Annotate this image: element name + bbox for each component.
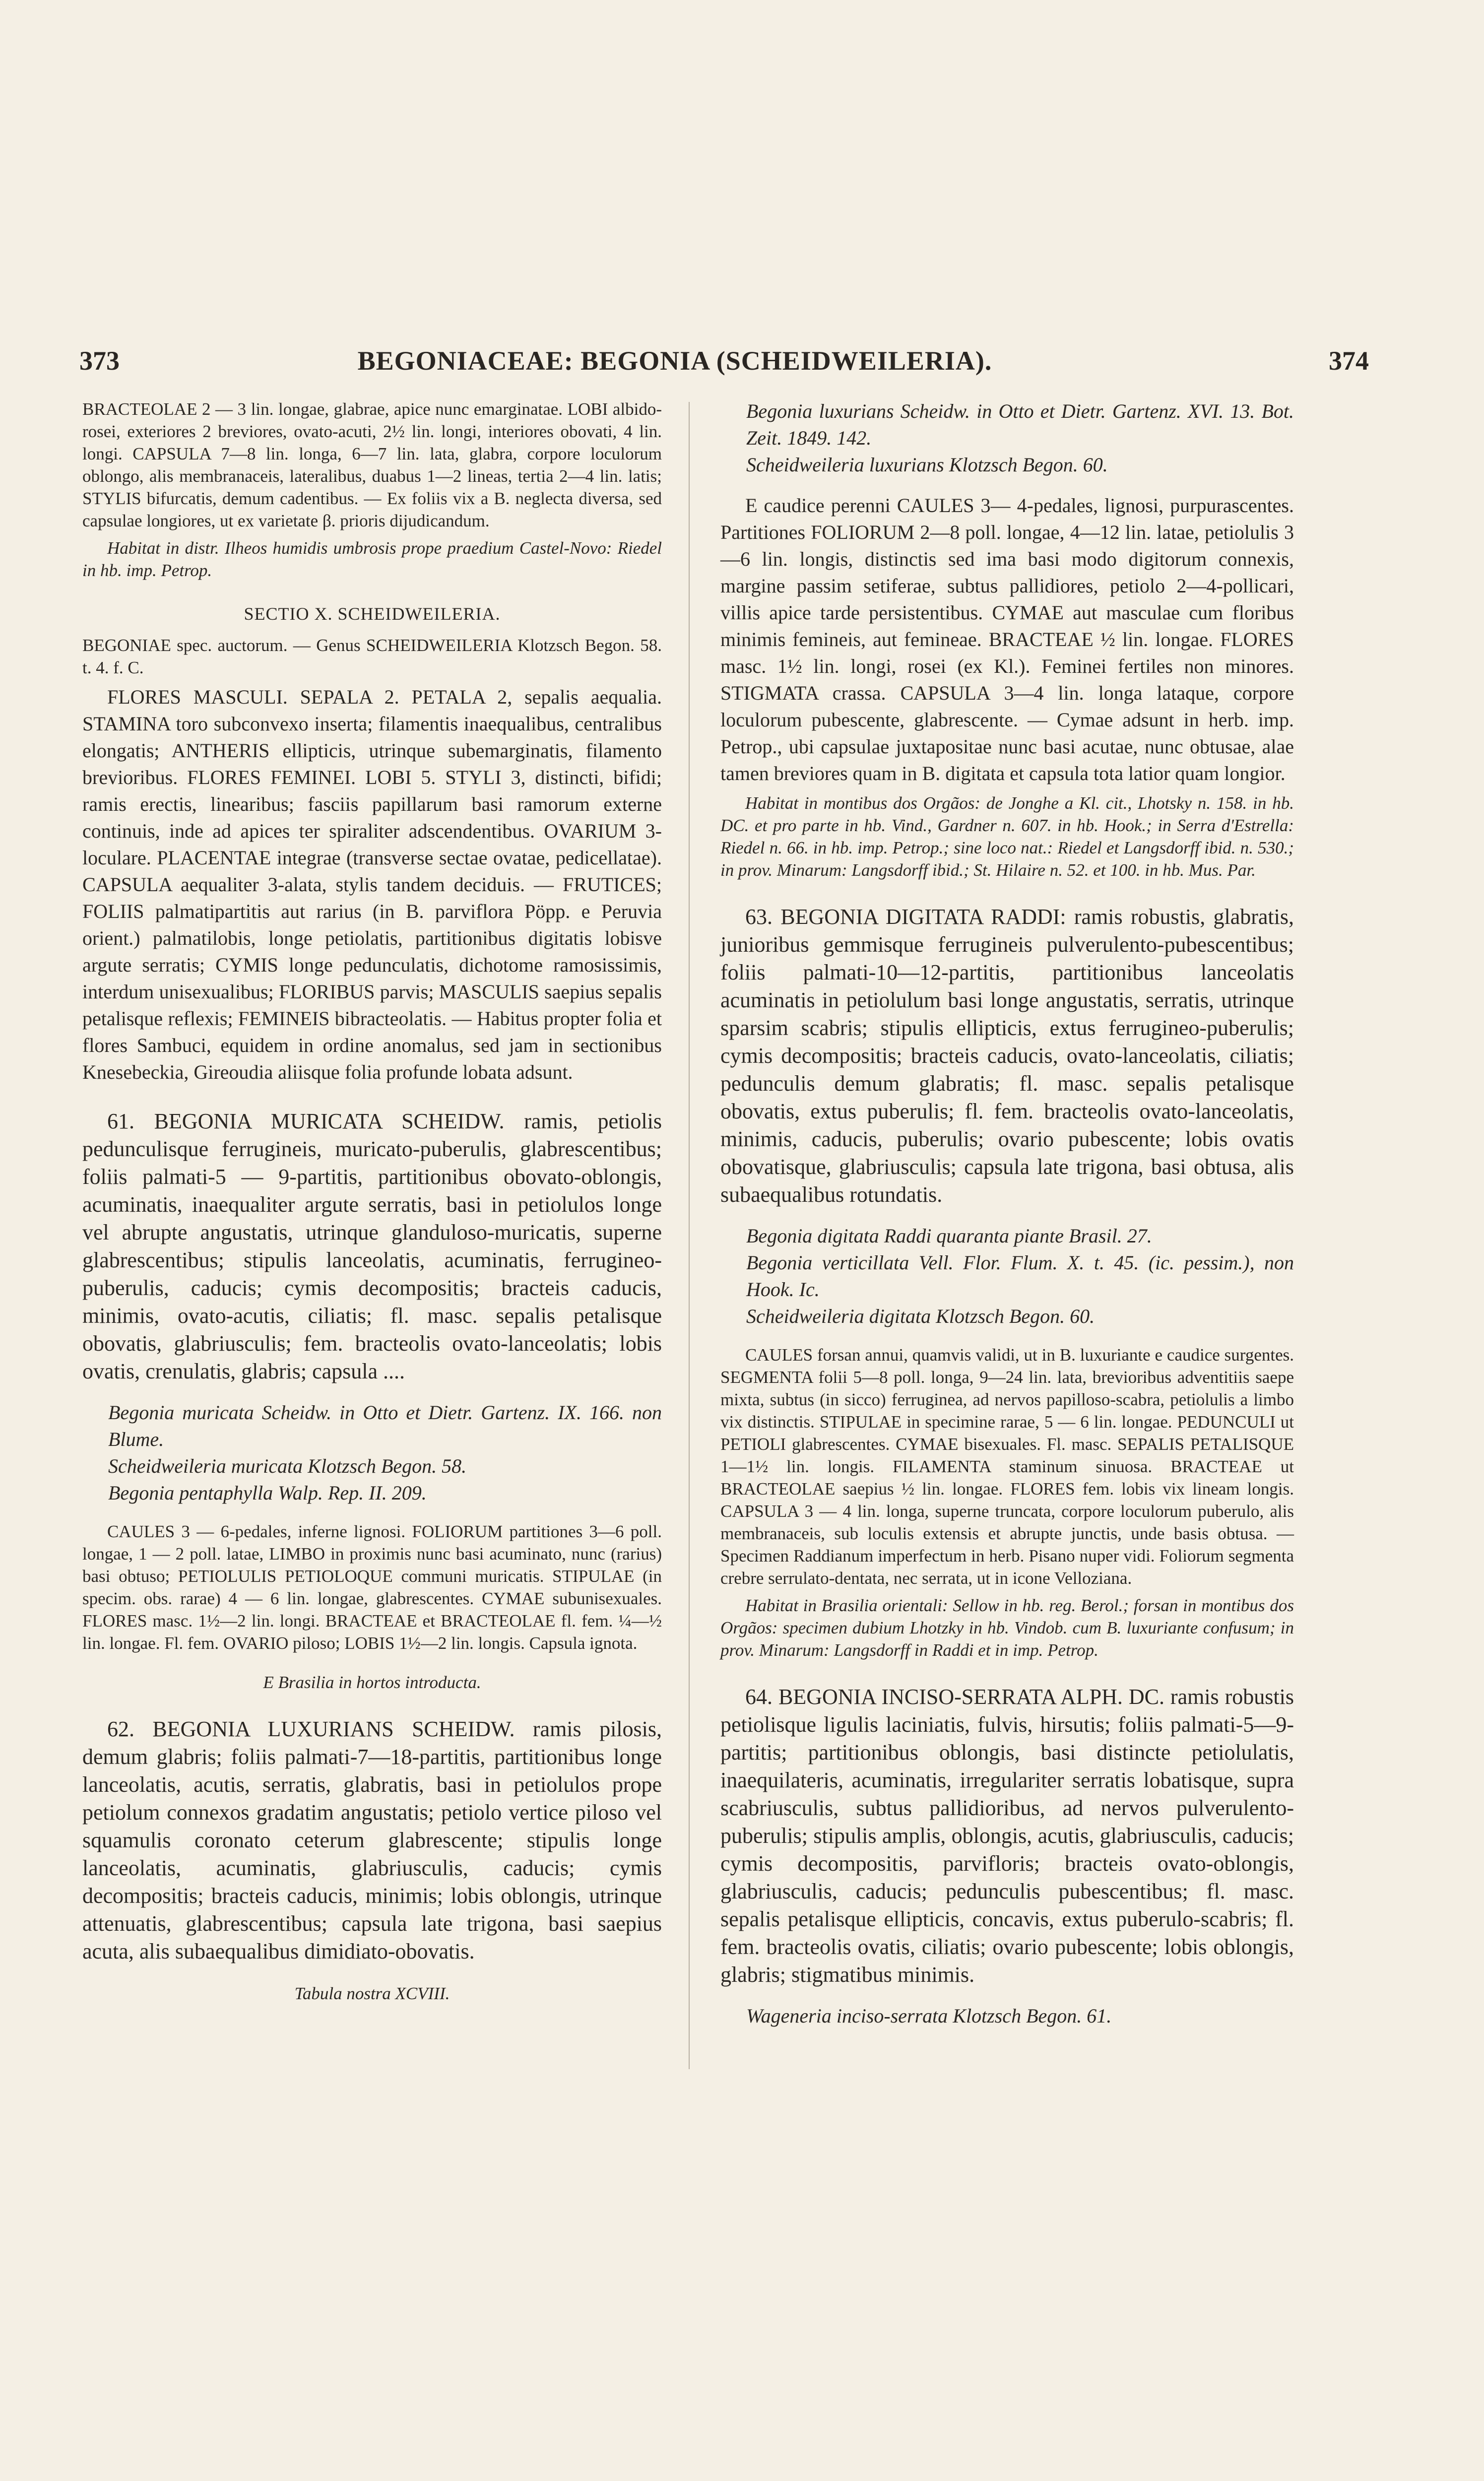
synonym-line: Begonia digitata Raddi quaranta piante Brasil. 27.: [746, 1225, 1152, 1247]
species-61-diagnosis: 61. BEGONIA MURICATA SCHEIDW. ramis, petiolis pedunculisque ferrugineis, muricato-puberulis, glabrescentibus; foliis palmati-5 — 9-partitis, partitionibus obovato-oblongis, acuminatis, inaequaliter argute serratis, basi in petiolulos longe vel abrupte angustatis, utrinque glanduloso-muricatis, superne glabrescentibus; stipulis lanceolatis, acuminatis, ferrugineo-puberulis, caducis; cymis decompositis; bracteis caducis, minimis, ovato-acutis, ciliatis; fl. masc. sepalis petalisque obovatis, glabriusculis; fem. bracteolis ovato-lanceolatis; lobis ovatis, crenulatis, glabris; capsula ....: [82, 1109, 662, 1383]
synonym-line: Begonia muricata Scheidw. in Otto et Dietr. Gartenz. IX. 166. non Blume.: [108, 1401, 662, 1450]
species-63-habitat: Habitat in Brasilia orientali: Sellow in hb. reg. Berol.; forsan in montibus dos Orgãos: specimen dubium Lhotzky in hb. Vindob. cum B. luxuriante confusum; in prov. Minarum: Langsdorff in Raddi et in imp. Petrop.: [720, 1596, 1294, 1660]
species-63-diagnosis: 63. BEGONIA DIGITATA RADDI: ramis robustis, glabratis, junioribus gemmisque ferrugineis pulverulento-pubescentibus; foliis palmati-10—12-partitis, partitionibus lanceolatis acuminatis in petiolulum basi longe angustatis, serratis, utrinque sparsim scabris; stipulis ellipticis, extus ferrugineo-puberulis; cymis decompositis; bracteis caducis, ovato-lanceolatis, ciliatis; pedunculis demum glabratis; fl. masc. sepalis petalisque obovatis, extus puberulis; fl. fem. bracteolis ovato-lanceolatis, minimis, caducis, puberulis; ovario pubescente; lobis ovatis obovatisque, glabriusculis; capsula late trigona, basi obtusa, alis subaequalibus rotundatis.: [720, 905, 1294, 1207]
species-61-habitat: E Brasilia in hortos introducta.: [263, 1673, 481, 1692]
synonym-line: Scheidweileria luxurians Klotzsch Begon. 60.: [746, 454, 1108, 476]
page-number-right: 374: [1329, 346, 1369, 376]
species-62-habitat: Habitat in montibus dos Orgãos: de Jonghe a Kl. cit., Lhotsky n. 158. in hb. DC. et pro parte in hb. Vind., Gardner n. 607. in hb. Hook.; in Serra d'Estrella: Riedel n. 66. in hb. imp. Petrop.; sine loco nat.: Riedel et Langsdorff ibid. n. 530.; in prov. Minarum: Langsdorff ibid.; St. Hilaire n. 52. et 100. in hb. Mus. Par.: [720, 793, 1294, 880]
section-heading: SECTIO X. SCHEIDWEILERIA.: [244, 604, 501, 624]
plate-reference: Tabula nostra XCVIII.: [294, 1984, 450, 2003]
species-61-description: CAULES 3 — 6-pedales, inferne lignosi. FOLIORUM partitiones 3—6 poll. longae, 1 — 2 poll. latae, LIMBO in proximis nunc basi acuminato, nunc (rarius) basi obtuso; PETIOLULIS PETIOLOQUE communi muricatis. STIPULAE (in specim. obs. rarae) 4 — 6 lin. longae, glabrescentes. CYMAE subunisexuales. FLORES masc. 1½—2 lin. longi. BRACTEAE et BRACTEOLAE fl. fem. ¼—½ lin. longae. Fl. fem. OVARIO piloso; LOBIS 1½—2 lin. longis. Capsula ignota.: [82, 1522, 662, 1653]
bracteolae-paragraph: BRACTEOLAE 2 — 3 lin. longae, glabrae, apice nunc emarginatae. LOBI albido-rosei, exteriores 2 breviores, ovato-acuti, 2½ lin. longi, interiores obovati, 4 lin. longi. CAPSULA 7—8 lin. longa, 6—7 lin. lata, glabra, corpore loculorum oblongo, alis membranaceis, lateralibus, duabus 1—2 lineas, tertia 2—4 lin. latis; STYLIS bifurcatis, demum cadentibus. — Ex foliis vix a B. neglecta diversa, sed capsulae longiores, ut ex varietate β. prioris dijudicandum.: [82, 399, 662, 530]
species-62-diagnosis: 62. BEGONIA LUXURIANS SCHEIDW. ramis pilosis, demum glabris; foliis palmati-7—18-partitis, partitionibus longe lanceolatis, acutis, serratis, glabratis, basi in petiolulos prope petiolum connexos gradatim angustatis; petiolo vertice piloso vel squamulis coronato ceterum glabrescente; stipulis longe lanceolatis, acuminatis, glabriusculis, caducis; cymis decompositis; bracteis caducis, minimis; lobis oblongis, utrinque attenuatis, glabrescentibus; capsula late trigona, basi saepius acuta, alis subaequalibus dimidiato-obovatis.: [82, 1717, 662, 1963]
left-column: [82, 398, 662, 2010]
running-title: BEGONIACEAE: BEGONIA (SCHEIDWEILERIA).: [357, 346, 992, 376]
species-62-description: E caudice perenni CAULES 3— 4-pedales, lignosi, purpurascentes. Partitiones FOLIORUM 2—8 poll. longae, 4—12 lin. latae, petiolulis 3—6 lin. longis, distinctis sed ima basi modo digitorum connexis, margine passim setiferae, subtus pallidiores, petiolo 2—4-pollicari, villis apice tarde persistentibus. CYMAE aut masculae cum floribus minimis femineis, aut femineae. BRACTEAE ½ lin. longae. FLORES masc. 1½ lin. longi, rosei (ex Kl.). Feminei fertiles non minores. STIGMATA crassa. CAPSULA 3—4 lin. longa lataque, corpore loculorum pubescente, glabrescente. — Cymae adsunt in herb. imp. Petrop., ubi capsulae juxtapositae nunc basi acutae, nunc obtusae, alae tamen breviores quam in B. digitata et capsula tota latior quam longior.: [720, 494, 1294, 784]
species-63-description: CAULES forsan annui, quamvis validi, ut in B. luxuriante e caudice surgentes. SEGMENTA folii 5—8 poll. longa, 9—24 lin. lata, brevioribus adventitiis saepe mixta, subtus (in sicco) ferruginea, ad nervos papilloso-scabra, petiolulis a limbo vix distinctis. STIPULAE in specimine rarae, 5 — 6 lin. longae. PEDUNCULI ut PETIOLI glabrescentes. CYMAE bisexuales. Fl. masc. SEPALIS PETALISQUE 1—1½ lin. longis. FILAMENTA staminum sinuosa. BRACTEAE ut BRACTEOLAE saepius ½ lin. longae. FLORES fem. lobis vix lineam longis. CAPSULA 3 — 4 lin. longa, superne truncata, corpore loculorum puberulo, alis membranaceis, sub loculis extensis et abrupte junctis, unde basis obtusa. — Specimen Raddianum imperfectum in herb. Pisano nuper vidi. Foliorum segmenta crebre serrulato-dentata, nec serrata, ut in icone Velloziana.: [720, 1345, 1294, 1588]
synonym-line: Scheidweileria digitata Klotzsch Begon. 60.: [746, 1305, 1095, 1327]
synonym-line: Begonia pentaphylla Walp. Rep. II. 209.: [108, 1482, 427, 1504]
habitat-text: Habitat in distr. Ilheos humidis umbrosis prope praedium Castel-Novo: Riedel in hb. imp. Petrop.: [82, 538, 662, 580]
synonym-line: Scheidweileria muricata Klotzsch Begon. 58.: [108, 1455, 467, 1477]
synonym-line: Begonia luxurians Scheidw. in Otto et Dietr. Gartenz. XVI. 13. Bot. Zeit. 1849. 142.: [746, 400, 1294, 449]
flores-paragraph: FLORES MASCULI. SEPALA 2. PETALA 2, sepalis aequalia. STAMINA toro subconvexo inserta; filamentis inaequalibus, centralibus elongatis; ANTHERIS ellipticis, utrinque subemarginatis, filamento brevioribus. FLORES FEMINEI. LOBI 5. STYLI 3, distincti, bifidi; ramis erectis, linearibus; fasciis papillarum basi ramorum externe continuis, inde ad apices ter spiraliter adscendentibus. OVARIUM 3-loculare. PLACENTAE integrae (transverse sectae ovatae, pedicellatae). CAPSULA aequaliter 3-alata, stylis tandem deciduis. — FRUTICES; FOLIIS palmatipartitis aut rarius (in B. parviflora Pöpp. e Peruvia orient.) palmatilobis, longe petiolatis, partitionibus digitatis lobisve argute serratis; CYMIS longe pedunculatis, dichotome ramosissimis, interdum unisexualibus; FLORIBUS parvis; MASCULIS saepius sepalis petalisque reflexis; FEMINEIS bibracteolatis. — Habitus propter folia et flores Sambuci, equidem in ordine anomalus, sed jam in sectionibus Knesebeckia, Gireoudia aliisque folia profunde lobata adsunt.: [82, 686, 662, 1083]
right-column: [720, 398, 1294, 2029]
synonym-line: Begonia verticillata Vell. Flor. Flum. X. t. 45. (ic. pessim.), non Hook. Ic.: [746, 1251, 1294, 1301]
genus-paragraph: BEGONIAE spec. auctorum. — Genus SCHEIDWEILERIA Klotzsch Begon. 58. t. 4. f. C.: [82, 636, 662, 677]
page-number-left: 373: [79, 346, 120, 376]
column-divider: [689, 402, 690, 2069]
species-64-diagnosis: 64. BEGONIA INCISO-SERRATA ALPH. DC. ramis robustis petiolisque ligulis laciniatis, fulvis, hirsutis; foliis palmati-5—9-partitis; partitionibus oblongis, basi distincte petiolulatis, inaequilateris, acuminatis, irregulariter serratis lobatisque, supra scabriusculis, subtus pallidioribus, ad nervos pulverulento-puberulis; stipulis amplis, oblongis, acutis, glabriusculis, caducis; cymis decompositis, parvifloris; bracteis ovato-oblongis, glabriusculis, caducis; pedunculis pubescentibus; fl. masc. sepalis petalisque ellipticis, concavis, extus puberulo-scabris; fl. fem. bracteolis ovatis, ciliatis; ovario pubescente; lobis oblongis, glabris; stigmatibus minimis.: [720, 1685, 1294, 1987]
synonym-line: Wageneria inciso-serrata Klotzsch Begon. 61.: [746, 2005, 1112, 2027]
